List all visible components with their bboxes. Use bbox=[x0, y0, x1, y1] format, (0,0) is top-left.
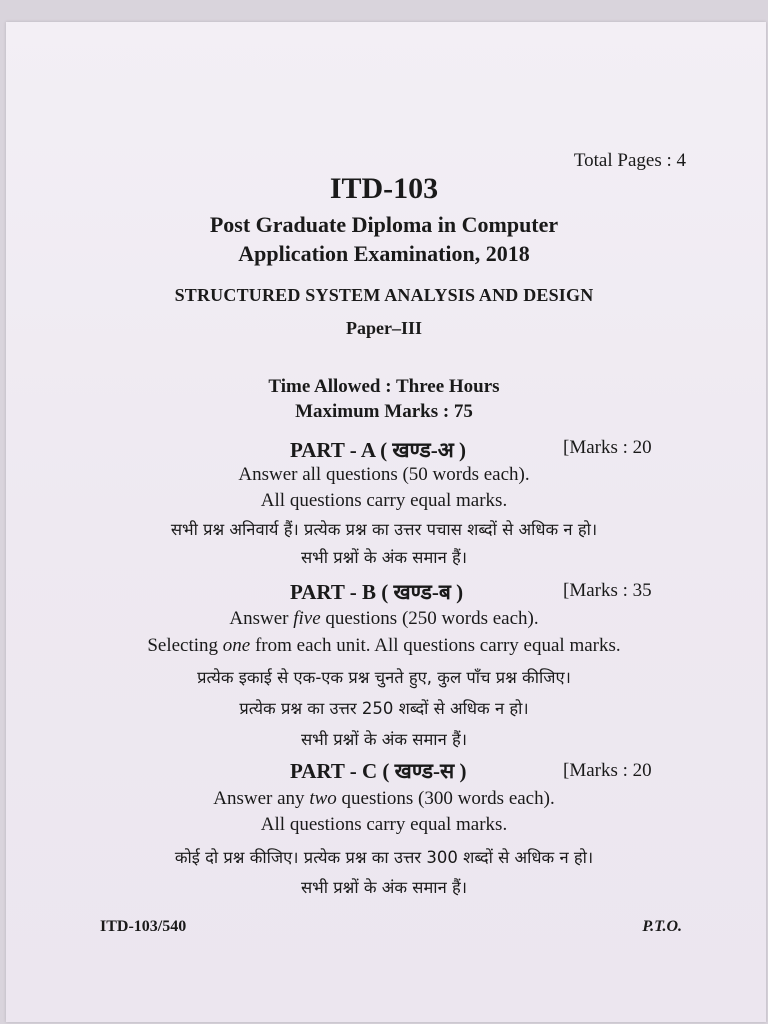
part-b-hindi-1: प्रत्येक इकाई से एक-एक प्रश्न चुनते हुए, कुल पाँच प्रश्न कीजिए। bbox=[197, 668, 571, 687]
part-a-heading: PART - A ( खण्ड-अ ) bbox=[290, 438, 466, 462]
part-b-marks: [Marks : 35 bbox=[563, 580, 652, 601]
part-a-instruction-2: All questions carry equal marks. bbox=[260, 490, 508, 511]
part-b-instruction-1: Answer five questions (250 words each). bbox=[229, 608, 539, 629]
part-a-hindi-2: सभी प्रश्नों के अंक समान हैं। bbox=[301, 548, 467, 567]
part-b-heading: PART - B ( खण्ड-ब ) bbox=[290, 580, 464, 604]
paper-code-title: ITD-103 bbox=[329, 172, 439, 205]
part-a-instruction-1: Answer all questions (50 words each). bbox=[238, 464, 530, 485]
part-a-marks: [Marks : 20 bbox=[563, 437, 652, 458]
part-c-instruction-2: All questions carry equal marks. bbox=[260, 814, 508, 835]
part-c-hindi-2: सभी प्रश्नों के अंक समान हैं। bbox=[301, 878, 467, 897]
time-allowed: Time Allowed : Three Hours bbox=[268, 376, 500, 397]
total-pages: Total Pages : 4 bbox=[573, 150, 686, 171]
paper-number: Paper–III bbox=[346, 318, 422, 338]
subtitle-line-1: Post Graduate Diploma in Computer bbox=[209, 212, 559, 237]
part-c-instruction-1: Answer any two questions (300 words each). bbox=[213, 788, 555, 809]
footer-paper-code: ITD-103/540 bbox=[100, 918, 187, 935]
part-b-hindi-2: प्रत्येक प्रश्न का उत्तर 250 शब्दों से अधिक न हो। bbox=[239, 699, 529, 718]
part-c-marks: [Marks : 20 bbox=[563, 760, 652, 781]
subtitle-line-2: Application Examination, 2018 bbox=[238, 241, 530, 266]
part-b-instruction-2: Selecting one from each unit. All questions carry equal marks. bbox=[147, 635, 621, 656]
footer-pto: P.T.O. bbox=[642, 918, 682, 935]
course-title: STRUCTURED SYSTEM ANALYSIS AND DESIGN bbox=[174, 285, 594, 305]
part-c-heading: PART - C ( खण्ड-स ) bbox=[290, 759, 467, 783]
part-b-hindi-3: सभी प्रश्नों के अंक समान हैं। bbox=[301, 730, 467, 749]
part-c-hindi-1: कोई दो प्रश्न कीजिए। प्रत्येक प्रश्न का उत्तर 300 शब्दों से अधिक न हो। bbox=[174, 848, 594, 867]
maximum-marks: Maximum Marks : 75 bbox=[295, 401, 473, 422]
part-a-hindi-1: सभी प्रश्न अनिवार्य हैं। प्रत्येक प्रश्न का उत्तर पचास शब्दों से अधिक न हो। bbox=[170, 520, 598, 539]
